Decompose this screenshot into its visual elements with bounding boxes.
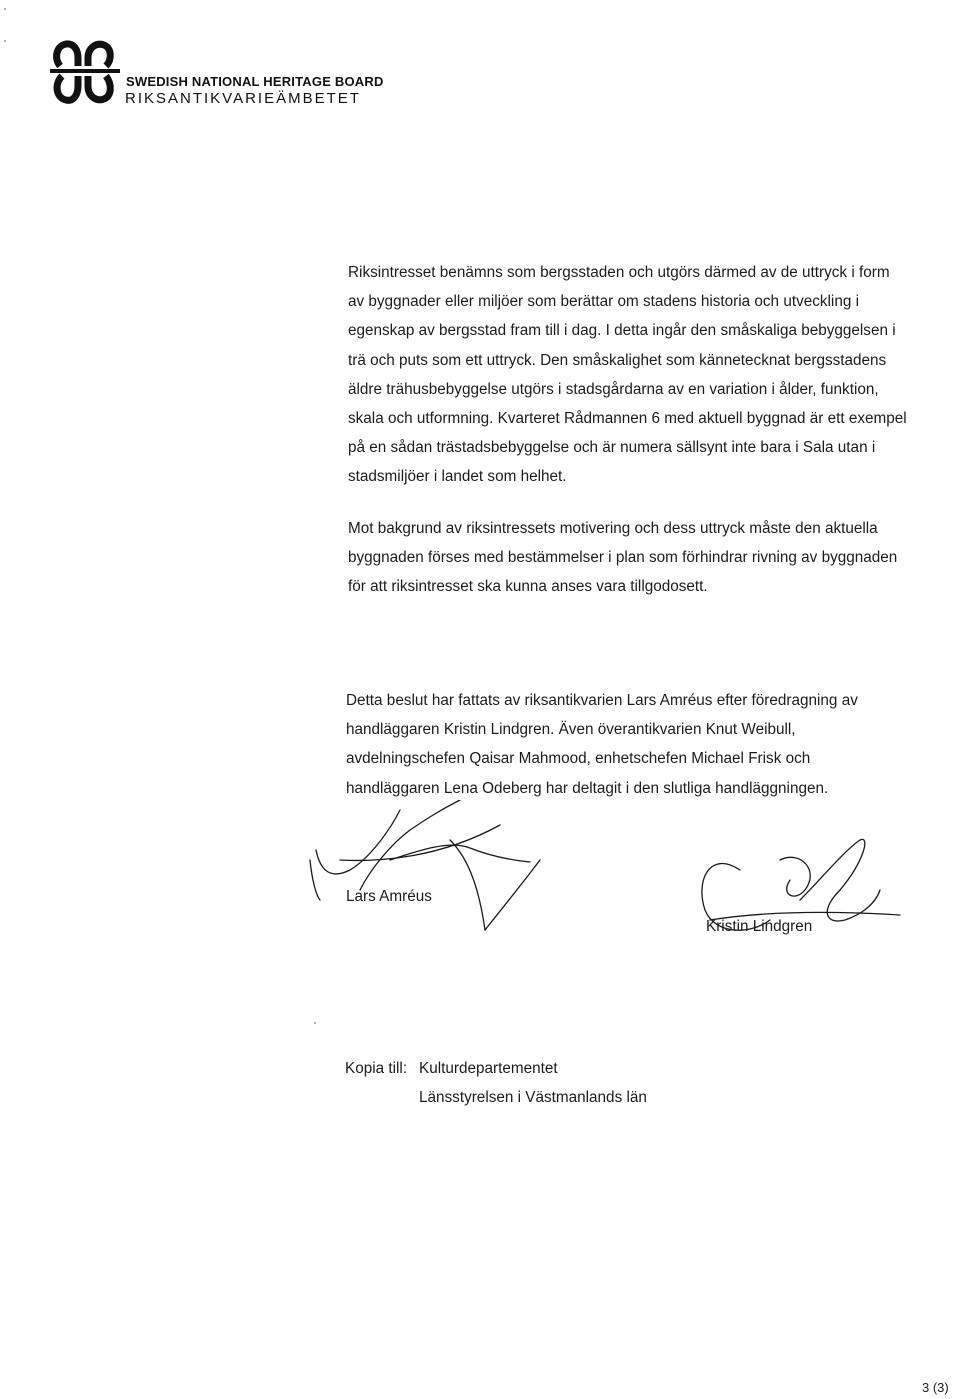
org-name-english: SWEDISH NATIONAL HERITAGE BOARD	[126, 74, 384, 89]
copy-recipient: Kulturdepartementet	[419, 1060, 558, 1077]
paragraph-riksintresse	[348, 258, 960, 492]
text-line: avdelningschefen Qaisar Mahmood, enhetschefen Michael Frisk och	[346, 750, 811, 768]
signature-1-stroke	[390, 845, 530, 862]
copy-to-label: Kopia till:	[345, 1060, 408, 1077]
org-name-swedish: RIKSANTIKVARIEÄMBETET	[125, 90, 361, 107]
paragraph-beslut	[346, 686, 958, 803]
page-number: 3 (3)	[922, 1380, 949, 1395]
text-line: på en sådan trästadsbebyggelse och är numera sällsynt inte bara i Sala utan i	[348, 439, 876, 457]
signature-1-stroke	[485, 860, 540, 930]
heritage-board-logo-icon	[50, 36, 120, 108]
signature-1-stroke	[450, 840, 485, 930]
text-line: trä och puts som ett uttryck. Den småskalighet som kännetecknat bergsstadens	[348, 351, 887, 369]
signatory-name-1: Lars Amréus	[346, 888, 432, 905]
signatory-name-2: Kristin Lindgren	[706, 918, 813, 935]
text-line: skala och utformning. Kvarteret Rådmannen 6 med aktuell byggnad är ett exempel	[348, 410, 907, 428]
signature-2-stroke	[800, 839, 880, 921]
text-line: äldre trähusbebyggelse utgörs i stadsgårdarna av en variation i ålder, funktion,	[348, 380, 879, 398]
text-line: egenskap av bergsstad fram till i dag. I detta ingår den småskaliga bebyggelsen i	[348, 322, 896, 340]
text-line: av byggnader eller miljöer som berättar om stadens historia och utveckling i	[348, 293, 859, 311]
handwritten-signatures	[300, 800, 920, 960]
signature-2-stroke	[780, 857, 810, 896]
signature-1-stroke	[340, 825, 500, 860]
signature-1-stroke	[310, 860, 320, 900]
copy-recipient: Länsstyrelsen i Västmanlands län	[419, 1089, 647, 1106]
scan-speck	[314, 1022, 316, 1024]
text-line: byggnaden förses med bestämmelser i plan som förhindrar rivning av byggnaden	[348, 549, 898, 567]
text-line: handläggaren Kristin Lindgren. Även överantikvarien Knut Weibull,	[346, 721, 796, 739]
text-line: handläggaren Lena Odeberg har deltagit i den slutliga handläggningen.	[346, 779, 829, 797]
text-line: Riksintresset benämns som bergsstaden och utgörs därmed av de uttryck i form	[348, 264, 890, 281]
scan-speck	[4, 8, 6, 10]
signature-1-stroke	[316, 810, 400, 874]
paragraph-bakgrund	[348, 514, 960, 602]
text-line: för att riksintresset ska kunna anses vara tillgodosett.	[348, 578, 708, 596]
text-line: stadsmiljöer i landet som helhet.	[348, 468, 567, 486]
text-line: Detta beslut har fattats av riksantikvarien Lars Amréus efter föredragning av	[346, 692, 858, 709]
text-line: Mot bakgrund av riksintressets motivering och dess uttryck måste den aktuella	[348, 520, 878, 537]
scan-speck	[4, 40, 6, 42]
